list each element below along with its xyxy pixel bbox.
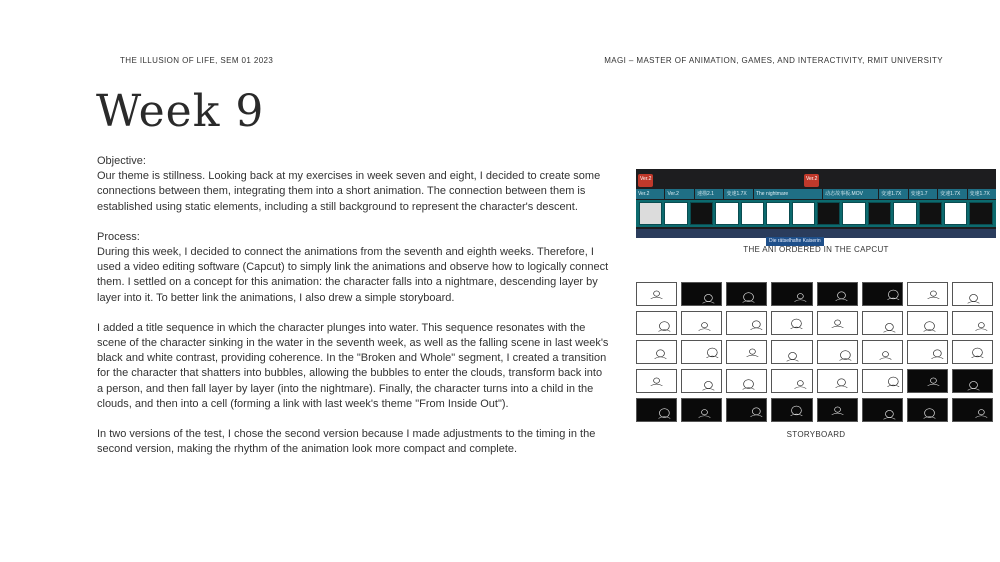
timeline-caption: THE ANI ORDERED IN THE CAPCUT	[743, 245, 889, 254]
body-text	[97, 154, 609, 457]
timeline-frame	[766, 202, 789, 225]
timeline-clip: 变速1.7X	[724, 189, 752, 199]
timeline-thumbnails	[636, 200, 996, 227]
storyboard-panel	[817, 311, 858, 335]
storyboard-panel	[681, 398, 722, 422]
storyboard-panel	[952, 369, 993, 393]
storyboard-panel	[771, 282, 812, 306]
storyboard-panel	[907, 340, 948, 364]
storyboard-panel	[681, 311, 722, 335]
storyboard-panel	[907, 311, 948, 335]
storyboard-panel	[862, 398, 903, 422]
storyboard-panel	[862, 282, 903, 306]
timeline-tag: Ver.2	[804, 174, 819, 187]
storyboard-panel	[771, 398, 812, 422]
timeline-clip: 速描2.1	[695, 189, 723, 199]
storyboard-panel	[726, 398, 767, 422]
timeline-frame	[944, 202, 967, 225]
storyboard-panel	[862, 311, 903, 335]
timeline-tag: Ver.2	[638, 174, 653, 187]
timeline-frame	[817, 202, 840, 225]
timeline-frame	[639, 202, 662, 225]
storyboard-panel	[907, 282, 948, 306]
timeline-clip: Ver.2	[665, 189, 693, 199]
process-label: Process:	[97, 230, 140, 243]
timeline-frame	[715, 202, 738, 225]
storyboard-panel	[952, 340, 993, 364]
timeline-frame	[969, 202, 992, 225]
storyboard-grid	[636, 282, 993, 422]
storyboard-panel	[636, 398, 677, 422]
storyboard-panel	[952, 398, 993, 422]
storyboard-panel	[817, 282, 858, 306]
storyboard-panel	[817, 340, 858, 364]
capcut-timeline-screenshot	[636, 169, 996, 244]
storyboard-panel	[681, 340, 722, 364]
storyboard-panel	[771, 369, 812, 393]
storyboard-panel	[771, 340, 812, 364]
timeline-clip: 变速1.7X	[938, 189, 966, 199]
timeline-clip: Ver.2	[636, 189, 664, 199]
storyboard-panel	[952, 311, 993, 335]
timeline-subtitle: Die rätselhafte Kaiserin	[766, 237, 824, 246]
timeline-frame	[842, 202, 865, 225]
page-title: Week 9	[96, 86, 265, 137]
timeline-clip: 变速1.7X	[879, 189, 907, 199]
timeline-clip: 变速1.7	[909, 189, 937, 199]
process-text: During this week, I decided to connect the animations from the seventh and eighth weeks. Therefore, I used a video editing software (Capcut) to simply link the animations and observe how to logically connect them. I settled on a concept for this animation: the character falls into a nightmare, descending layer by layer into it. To better link the animations, I also drew a simple storyboard.	[97, 246, 609, 304]
storyboard-panel	[636, 340, 677, 364]
storyboard-panel	[862, 369, 903, 393]
storyboard-panel	[681, 369, 722, 393]
paragraph-title-sequence: I added a title sequence in which the character plunges into water. This sequence resonates with the scene of the character sinking in the water in the seventh week, as well as the falling scene in last week's black and white contrast, providing coherence. In the "Broken and Whole" segment, I created a transition for the character that shatters into bubbles, allowing the bubbles to enter the clouds, transform back into a person, and then fall layer by layer (into the nightmare). Finally, the character turns into a child in the clouds, and then into a cell (forming a link with last week's theme "From Inside Out").	[97, 321, 609, 410]
timeline-frame	[868, 202, 891, 225]
timeline-frame	[741, 202, 764, 225]
storyboard-panel	[862, 340, 903, 364]
timeline-frame	[893, 202, 916, 225]
storyboard-panel	[636, 282, 677, 306]
storyboard-panel	[636, 369, 677, 393]
storyboard-caption: STORYBOARD	[786, 430, 846, 439]
timeline-frame	[664, 202, 687, 225]
storyboard-panel	[681, 282, 722, 306]
timeline-subtitle-track	[636, 229, 996, 244]
storyboard-panel	[726, 369, 767, 393]
header-course: THE ILLUSION OF LIFE, SEM 01 2023	[120, 56, 274, 65]
storyboard-panel	[907, 398, 948, 422]
storyboard-panel	[636, 311, 677, 335]
objective-text: Our theme is stillness. Looking back at my exercises in week seven and eight, I decided to create some connections between them, integrating them into a short animation. The connection between them is established using static elements, including a still background to represent the character's descent.	[97, 170, 601, 213]
storyboard-panel	[817, 398, 858, 422]
timeline-frame	[690, 202, 713, 225]
timeline-clip: The nightmare	[754, 189, 822, 199]
storyboard-panel	[726, 340, 767, 364]
storyboard-panel	[952, 282, 993, 306]
timeline-frame	[919, 202, 942, 225]
paragraph-versions: In two versions of the test, I chose the second version because I made adjustments to the timing in the second version, making the rhythm of the animation look more compact and complete.	[97, 428, 596, 456]
timeline-clip: 变速1.7X	[968, 189, 996, 199]
objective-label: Objective:	[97, 155, 146, 167]
storyboard-panel	[817, 369, 858, 393]
timeline-clip: 动态故事板.MOV	[823, 189, 878, 199]
storyboard-panel	[726, 311, 767, 335]
storyboard-panel	[907, 369, 948, 393]
storyboard-panel	[771, 311, 812, 335]
header-program: MAGI – MASTER OF ANIMATION, GAMES, AND INTERACTIVITY, RMIT UNIVERSITY	[604, 56, 943, 65]
timeline-clip-strip	[636, 189, 996, 199]
timeline-frame	[792, 202, 815, 225]
storyboard-panel	[726, 282, 767, 306]
